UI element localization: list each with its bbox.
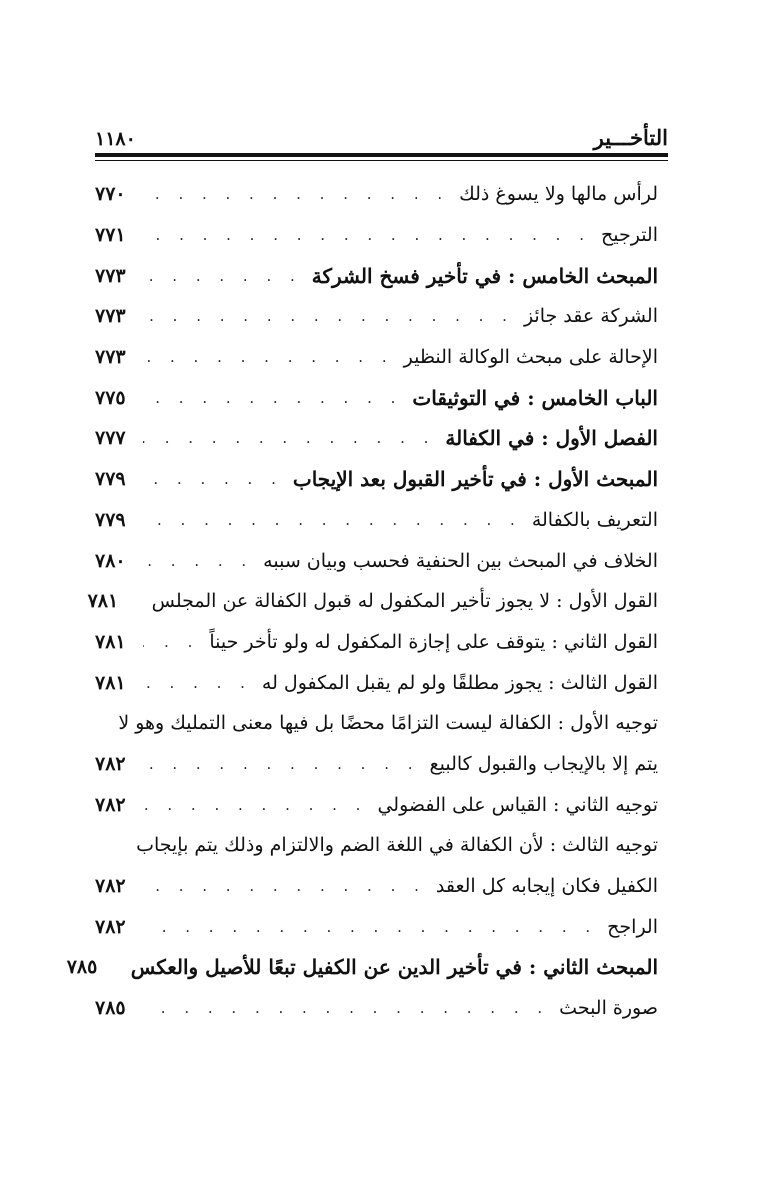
- toc-entry-page: ٧٧٩: [95, 508, 126, 531]
- toc-entry-title: توجيه الثاني : القياس على الفضولي: [377, 793, 658, 816]
- leader-dots: [143, 552, 259, 570]
- toc-entry-page: ٧٧٠: [95, 183, 126, 206]
- toc-entry-title: توجيه الأول : الكفالة ليست التزامًا محضًا بل فيها معنى التمليك وهو لا: [118, 712, 658, 735]
- toc-entry: [95, 906, 658, 947]
- toc-entry: [95, 500, 658, 541]
- leader-dots: [136, 592, 148, 610]
- leader-dots: [143, 429, 441, 447]
- toc-entry: [95, 377, 658, 418]
- toc-entry-title: التعريف بالكفالة: [531, 508, 658, 531]
- toc-entry-page: ٧٧٧: [95, 427, 126, 450]
- toc-entry-title: يتم إلا بالإيجاب والقبول كالبيع: [429, 752, 658, 775]
- toc-entry: [95, 540, 658, 581]
- toc-entry-page: ٧٨٥: [95, 997, 126, 1020]
- leader-dots: [143, 999, 555, 1017]
- toc-entry-page: ٧٨٢: [95, 793, 126, 816]
- toc-entry: [95, 459, 658, 500]
- toc-entry-page: ٧٨١: [95, 630, 126, 653]
- running-title: التأخـــير: [593, 125, 668, 150]
- toc-entry: [95, 255, 658, 296]
- leader-dots: [143, 877, 432, 895]
- page-number: ١١٨٠: [95, 128, 136, 150]
- toc-entry: [95, 622, 658, 663]
- toc-entry: [95, 418, 658, 459]
- header-rule-thin: [95, 160, 668, 161]
- toc-entry-page: ٧٧٣: [95, 346, 126, 369]
- leader-dots: [143, 307, 520, 325]
- toc-entry-continued: [95, 825, 658, 866]
- leader-dots: [143, 226, 597, 244]
- leader-dots: [143, 633, 205, 651]
- toc-entry-title: المبحث الأول : في تأخير القبول بعد الإيجاب: [292, 467, 658, 492]
- toc-entry-title: المبحث الخامس : في تأخير فسخ الشركة: [311, 263, 658, 288]
- leader-dots: [115, 958, 127, 976]
- toc-entry-page: ٧٨٢: [95, 875, 126, 898]
- header-rule-thick: [95, 153, 668, 157]
- toc-entry-title: الخلاف في المبحث بين الحنفية فحسب وبيان سببه: [263, 549, 658, 572]
- toc-entry: [95, 215, 658, 256]
- leader-dots: [143, 755, 426, 773]
- toc-entry: [87, 581, 658, 622]
- toc-entry-page: ٧٨٢: [95, 915, 126, 938]
- toc-entry-title: الفصل الأول : في الكفالة: [445, 426, 658, 451]
- toc-entry-title: صورة البحث: [559, 997, 658, 1020]
- toc-entry: [95, 988, 658, 1029]
- toc-entry-title: الراجح: [607, 915, 658, 938]
- toc-entry: [95, 337, 658, 378]
- toc-entry-page: ٧٧١: [95, 224, 126, 247]
- toc-entry-page: ٧٨٥: [66, 956, 98, 979]
- leader-dots: [143, 185, 455, 203]
- table-of-contents: [66, 174, 658, 1028]
- toc-entry-page: ٧٨١: [95, 671, 126, 694]
- toc-entry-title: لرأس مالها ولا يسوغ ذلك: [459, 183, 658, 206]
- toc-entry-page: ٧٧٣: [95, 264, 126, 287]
- toc-entry: [95, 784, 658, 825]
- toc-entry-title: القول الثاني : يتوقف على إجازة المكفول له ولو تأخر حيناً: [209, 630, 658, 653]
- leader-dots: [143, 470, 289, 488]
- toc-entry-page: ٧٧٩: [95, 468, 126, 491]
- toc-entry-page: ٧٨١: [87, 590, 119, 613]
- toc-entry-page: ٧٧٣: [95, 305, 126, 328]
- toc-entry-title: توجيه الثالث : لأن الكفالة في اللغة الضم والالتزام وذلك يتم بإيجاب: [136, 834, 658, 857]
- leader-dots: [143, 267, 308, 285]
- leader-dots: [143, 348, 400, 366]
- toc-entry-title: الكفيل فكان إيجابه كل العقد: [435, 875, 658, 898]
- leader-dots: [143, 674, 258, 692]
- leader-dots: [143, 796, 373, 814]
- toc-entry-continued: [95, 703, 658, 744]
- toc-entry-title: القول الثالث : يجوز مطلقًا ولو لم يقبل المكفول له: [261, 671, 658, 694]
- toc-entry: [66, 947, 658, 988]
- toc-entry: [95, 866, 658, 907]
- toc-entry: [95, 174, 658, 215]
- toc-entry-page: ٧٨٠: [95, 549, 126, 572]
- toc-entry: [95, 662, 658, 703]
- toc-entry: [95, 296, 658, 337]
- leader-dots: [143, 389, 408, 407]
- toc-entry-title: القول الأول : لا يجوز تأخير المكفول له قبول الكفالة عن المجلس: [151, 590, 658, 613]
- toc-entry-page: ٧٨٢: [95, 752, 126, 775]
- leader-dots: [143, 918, 603, 936]
- toc-entry-title: الباب الخامس : في التوثيقات: [412, 385, 658, 410]
- leader-dots: [143, 511, 528, 529]
- toc-entry-title: الشركة عقد جائز: [523, 305, 658, 328]
- toc-entry-title: المبحث الثاني : في تأخير الدين عن الكفيل تبعًا للأصيل والعكس: [130, 955, 658, 980]
- toc-entry-page: ٧٧٥: [95, 386, 126, 409]
- page-header: [95, 118, 668, 150]
- toc-entry-title: الإحالة على مبحث الوكالة النظير: [403, 346, 658, 369]
- toc-entry: [95, 744, 658, 785]
- toc-entry-title: الترجيح: [600, 224, 658, 247]
